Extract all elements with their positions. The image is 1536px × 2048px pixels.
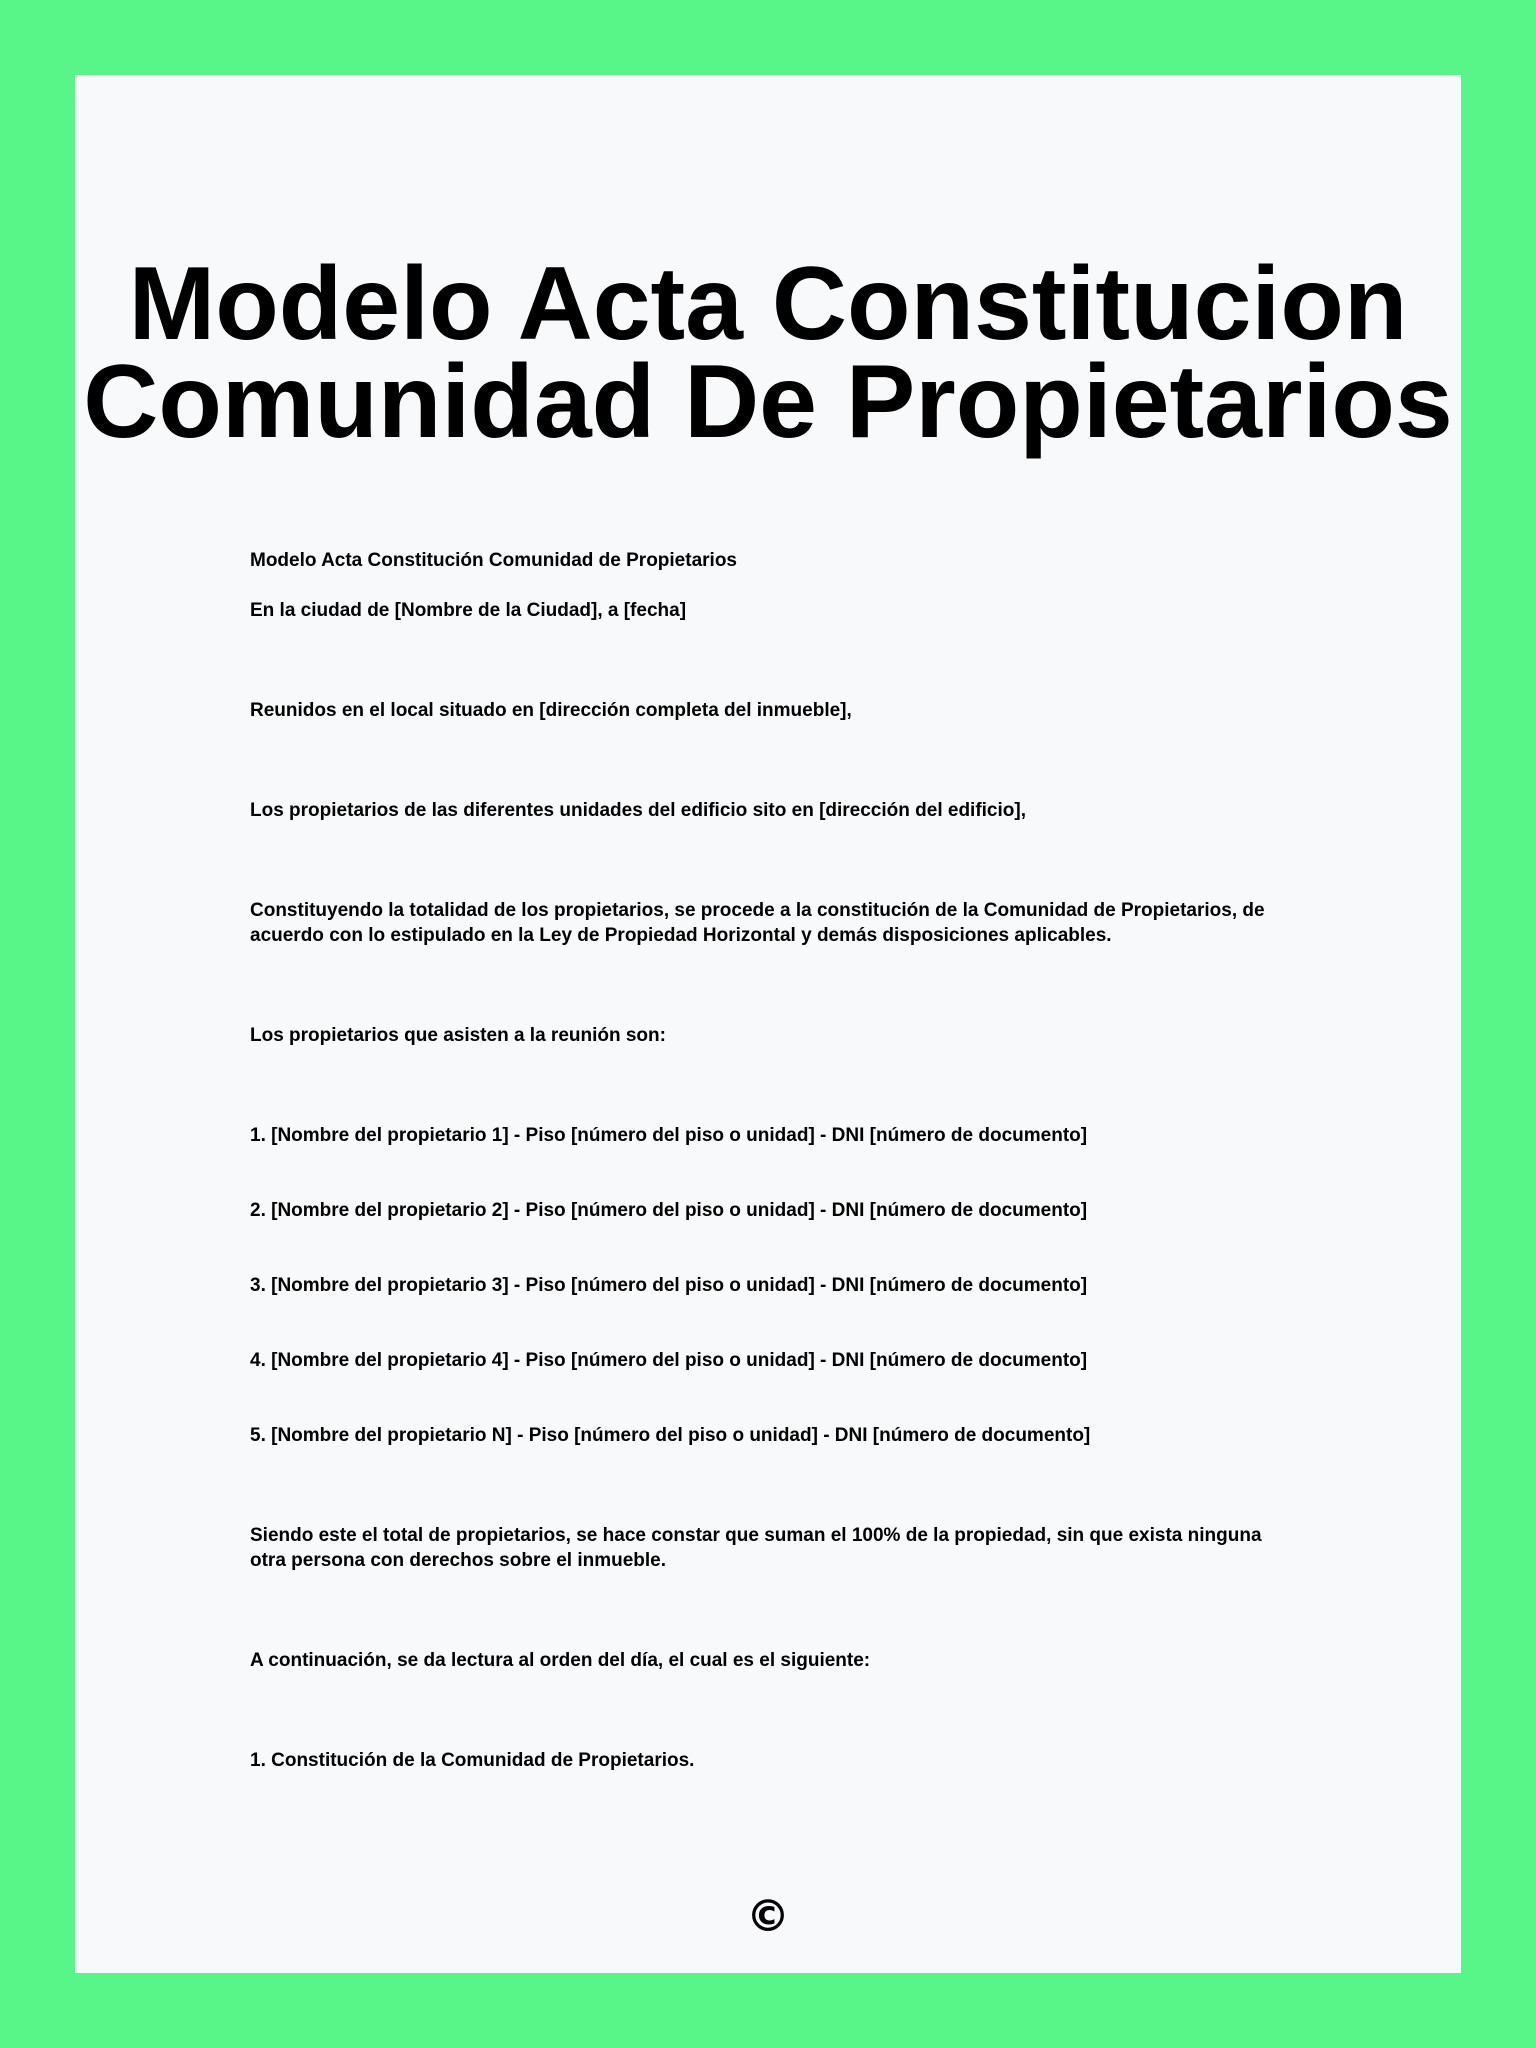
paragraph-meeting-location: Reunidos en el local situado en [dirección completa del inmueble], <box>250 700 852 721</box>
list-item-owner-n: 5. [Nombre del propietario N] - Piso [número del piso o unidad] - DNI [número de documento] <box>250 1425 1091 1446</box>
paragraph-constitution: Constituyendo la totalidad de los propietarios, se procede a la constitución de la Comunidad de Propietarios, de acuerdo con lo estipulado en la Ley de Propiedad Horizontal y demás disposiciones aplicables. <box>250 900 1265 946</box>
paragraph-city-date: En la ciudad de [Nombre de la Ciudad], a [fecha] <box>250 600 687 621</box>
list-item-owner-1: 1. [Nombre del propietario 1] - Piso [número del piso o unidad] - DNI [número de documento] <box>250 1125 1088 1146</box>
list-item-owner-4: 4. [Nombre del propietario 4] - Piso [número del piso o unidad] - DNI [número de documento] <box>250 1350 1088 1371</box>
paragraph-attendees-intro: Los propietarios que asisten a la reunión son: <box>250 1025 666 1046</box>
document-body <box>250 548 1290 1773</box>
paragraph-heading: Modelo Acta Constitución Comunidad de Propietarios <box>250 550 737 571</box>
copyright-icon: © <box>746 1891 790 1942</box>
document-page <box>75 75 1461 1973</box>
paragraph-agenda-intro: A continuación, se da lectura al orden del día, el cual es el siguiente: <box>250 1650 871 1671</box>
list-item-owner-3: 3. [Nombre del propietario 3] - Piso [número del piso o unidad] - DNI [número de documento] <box>250 1275 1088 1296</box>
paragraph-owners-building: Los propietarios de las diferentes unidades del edificio sito en [dirección del edificio], <box>250 800 1026 821</box>
paragraph-total-owners: Siendo este el total de propietarios, se hace constar que suman el 100% de la propiedad, sin que exista ninguna otra persona con derechos sobre el inmueble. <box>250 1525 1262 1571</box>
document-title: Modelo Acta Constitucion Comunidad De Propietarios <box>83 246 1453 460</box>
list-item-owner-2: 2. [Nombre del propietario 2] - Piso [número del piso o unidad] - DNI [número de documento] <box>250 1200 1088 1221</box>
list-item-agenda-1: 1. Constitución de la Comunidad de Propietarios. <box>250 1750 695 1771</box>
